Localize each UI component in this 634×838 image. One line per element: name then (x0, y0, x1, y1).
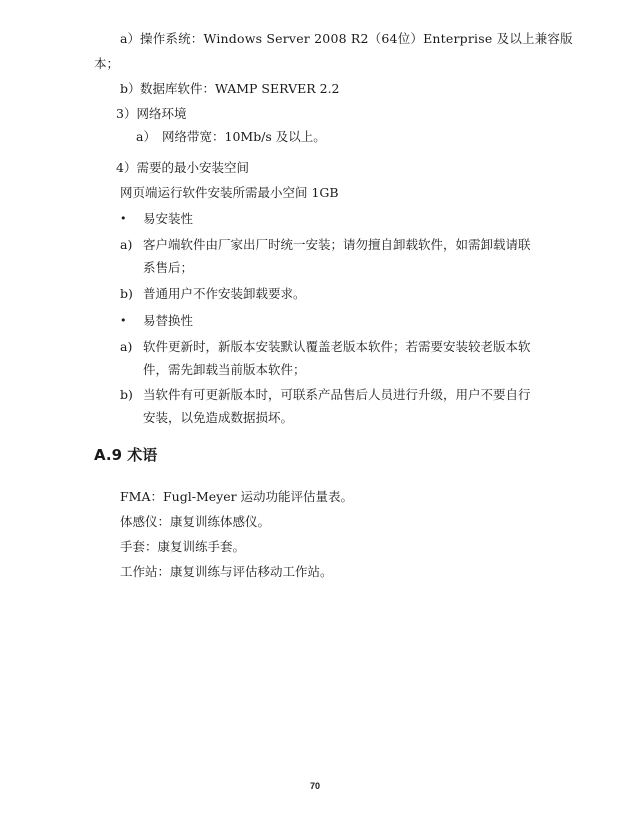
os-requirement: 操作系统：Windows Server 2008 R2（64位）Enterprise 及以上兼容版 (140, 31, 573, 46)
replaceability-b-marker: b) (120, 387, 133, 402)
replaceability-b-line2: 安装，以免造成数据损坏。 (143, 410, 294, 425)
term-item: 手套：康复训练手套。 (120, 539, 246, 554)
space-heading: 4）需要的最小安装空间 (116, 160, 249, 175)
replaceability-b-line1: 当软件有可更新版本时，可联系产品售后人员进行升级，用户不要自行 (143, 387, 531, 402)
installability-b-marker: b) (120, 286, 133, 301)
replaceability-a-line2: 件，需先卸载当前版本软件； (143, 362, 306, 377)
section-heading-terms: A.9 术语 (94, 446, 158, 464)
page-number: 70 (310, 781, 321, 791)
os-marker: a） (120, 31, 140, 46)
db-marker: b） (120, 81, 141, 96)
network-marker: a） (136, 129, 156, 144)
installability-a-line2: 系售后； (143, 260, 194, 275)
installability-a-marker: a) (120, 237, 133, 252)
network-heading: 3）网络环境 (116, 106, 187, 121)
db-requirement: 数据库软件：WAMP SERVER 2.2 (140, 81, 340, 96)
installability-title: 易安装性 (143, 211, 194, 226)
replaceability-title: 易替换性 (143, 313, 194, 328)
term-item: 工作站：康复训练与评估移动工作站。 (120, 564, 333, 579)
term-item: 体感仪：康复训练体感仪。 (120, 514, 271, 529)
installability-b-line1: 普通用户不作安装卸载要求。 (143, 286, 306, 301)
term-item: FMA：Fugl-Meyer 运动功能评估量表。 (120, 489, 354, 504)
replaceability-a-line1: 软件更新时，新版本安装默认覆盖老版本软件；若需要安装较老版本软 (143, 339, 531, 354)
installability-bullet: • (120, 212, 127, 225)
space-requirement: 网页端运行软件安装所需最小空间 1GB (120, 185, 339, 200)
network-requirement: 网络带宽：10Mb/s 及以上。 (162, 129, 326, 144)
installability-a-line1: 客户端软件由厂家出厂时统一安装；请勿擅自卸载软件，如需卸载请联 (143, 237, 531, 252)
replaceability-a-marker: a) (120, 339, 133, 354)
os-requirement-continued: 本； (94, 56, 120, 71)
replaceability-bullet: • (120, 314, 127, 327)
